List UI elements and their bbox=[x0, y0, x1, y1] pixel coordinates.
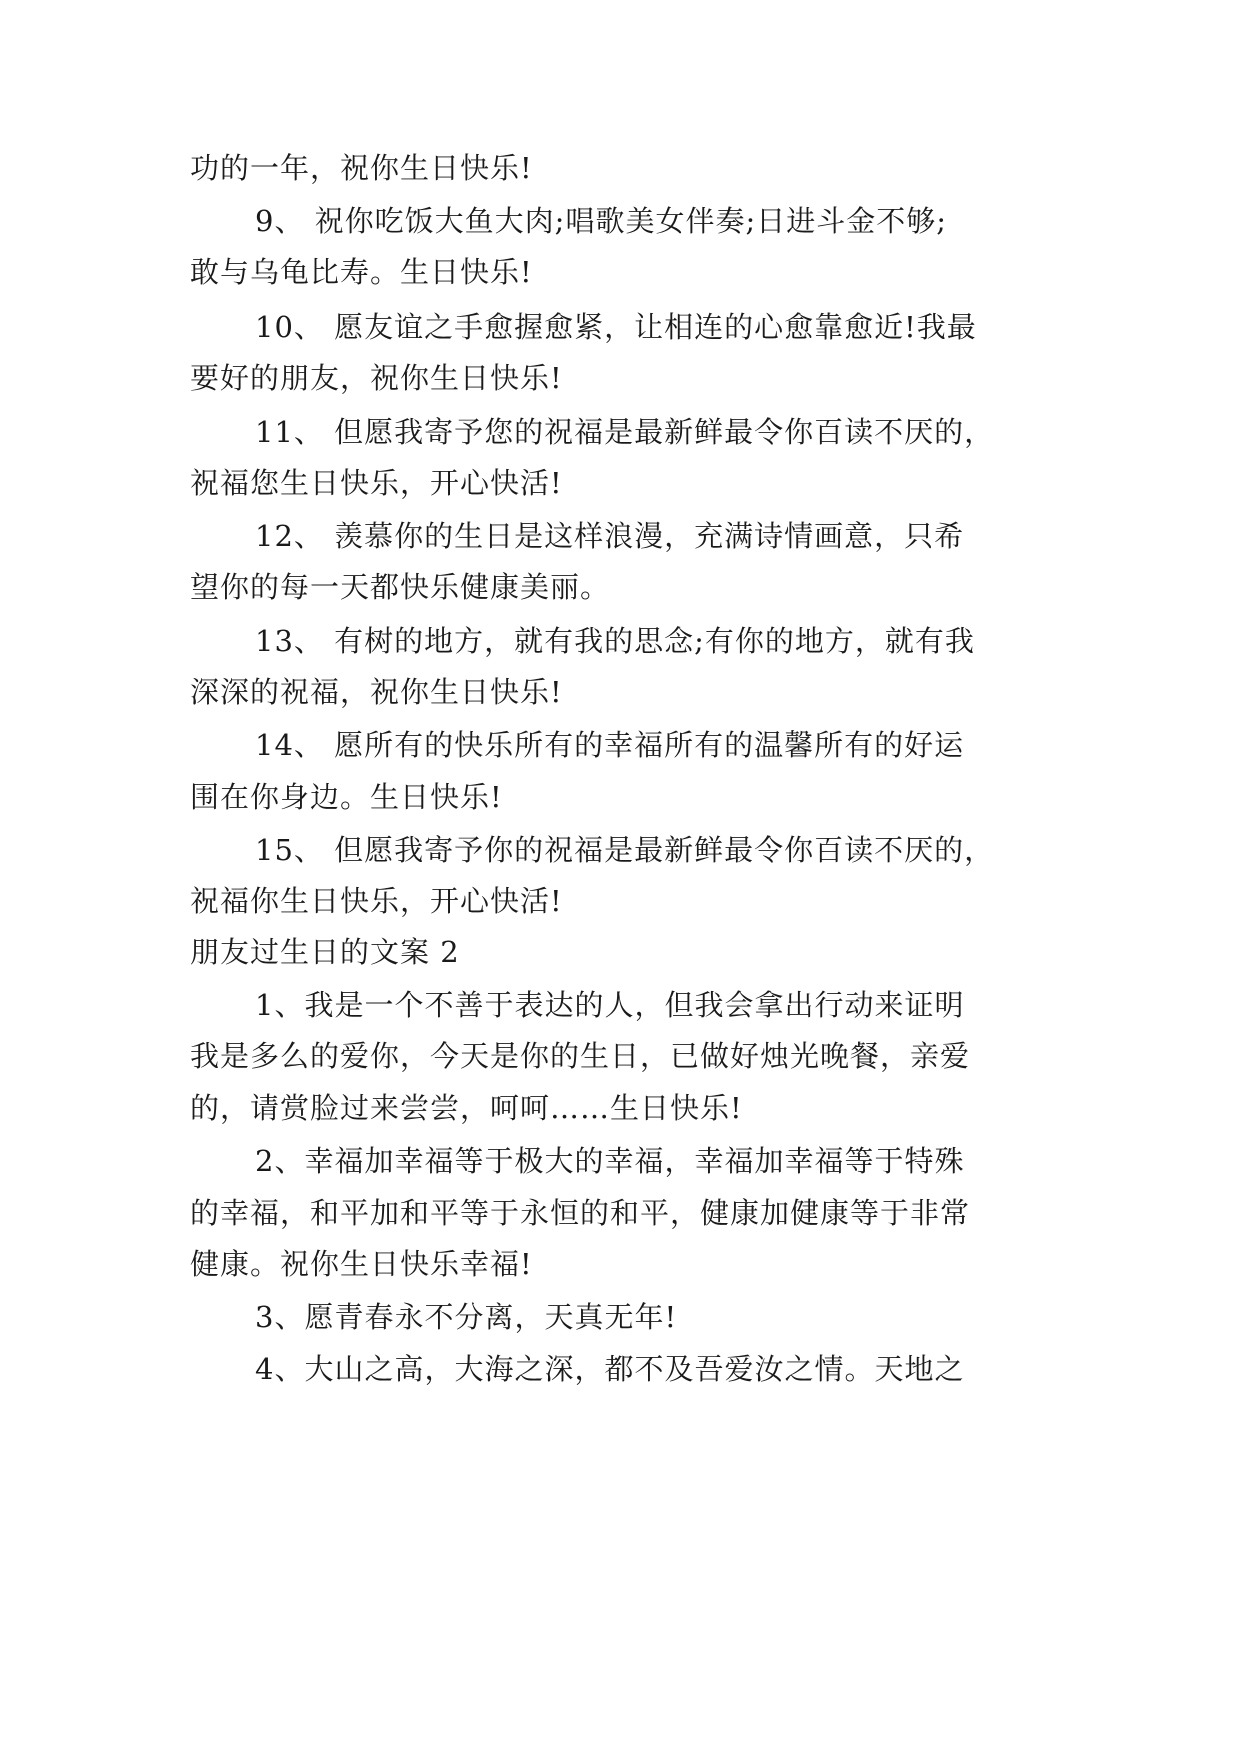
text-line: 功的一年，祝你生日快乐! bbox=[190, 151, 533, 185]
list-item-2: 2、幸福加幸福等于极大的幸福，幸福加幸福等于特殊 bbox=[255, 1144, 965, 1178]
text-line: 健康。祝你生日快乐幸福! bbox=[190, 1247, 533, 1281]
section-heading: 朋友过生日的文案 2 bbox=[190, 935, 460, 969]
text-line: 的幸福，和平加和平等于永恒的和平，健康加健康等于非常 bbox=[190, 1196, 971, 1230]
list-item-1: 1、我是一个不善于表达的人，但我会拿出行动来证明 bbox=[255, 988, 965, 1022]
list-item-13: 13、 有树的地方，就有我的思念;有你的地方，就有我 bbox=[255, 624, 975, 658]
text-line: 祝福你生日快乐，开心快活! bbox=[190, 884, 563, 918]
text-line: 围在你身边。生日快乐! bbox=[190, 780, 503, 814]
list-item-4: 4、大山之高，大海之深，都不及吾爱汝之情。天地之 bbox=[255, 1352, 965, 1386]
text-line: 敢与乌龟比寿。生日快乐! bbox=[190, 255, 533, 289]
text-line: 深深的祝福，祝你生日快乐! bbox=[190, 675, 563, 709]
list-item-15: 15、 但愿我寄予你的祝福是最新鲜最令你百读不厌的， bbox=[255, 833, 995, 867]
list-item-11: 11、 但愿我寄予您的祝福是最新鲜最令你百读不厌的， bbox=[255, 415, 995, 449]
list-item-14: 14、 愿所有的快乐所有的幸福所有的温馨所有的好运 bbox=[255, 728, 965, 762]
text-line: 望你的每一天都快乐健康美丽。 bbox=[190, 570, 611, 604]
text-line: 祝福您生日快乐，开心快活! bbox=[190, 466, 563, 500]
text-line: 要好的朋友，祝你生日快乐! bbox=[190, 361, 563, 395]
list-item-10: 10、 愿友谊之手愈握愈紧，让相连的心愈靠愈近!我最 bbox=[255, 310, 977, 344]
text-line: 我是多么的爱你，今天是你的生日，已做好烛光晚餐，亲爱 bbox=[190, 1039, 971, 1073]
list-item-9: 9、 祝你吃饭大鱼大肉;唱歌美女伴奏;日进斗金不够; bbox=[255, 204, 947, 238]
list-item-3: 3、愿青春永不分离，天真无年! bbox=[255, 1300, 678, 1334]
list-item-12: 12、 羡慕你的生日是这样浪漫，充满诗情画意，只希 bbox=[255, 519, 965, 553]
text-line: 的，请赏脸过来尝尝，呵呵……生日快乐! bbox=[190, 1091, 743, 1125]
